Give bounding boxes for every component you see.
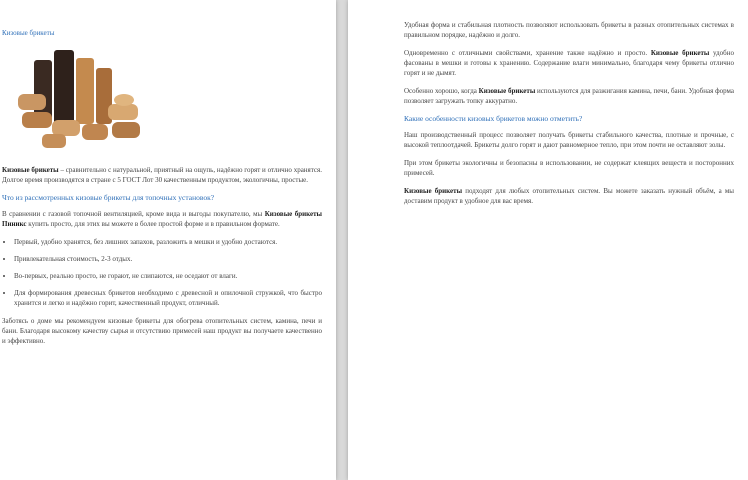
right-paragraph-1: Удобная форма и стабильная плотность позволяют использовать брикеты в разных отопительных системах в правильном порядке, надёжно и долго. <box>404 21 734 39</box>
briquettes-photo <box>12 42 152 152</box>
intro-paragraph <box>2 165 322 185</box>
right-paragraph-6-bold: Кизовые брикеты <box>404 187 463 195</box>
right-paragraph-3 <box>404 86 734 106</box>
benefits-list <box>2 237 322 308</box>
right-paragraph-2-text: Одновременно с отличными свойствами, хранение также надёжно и просто. <box>404 49 651 57</box>
left-paragraph-1-text: В сравнении с газовой топочной вентиляцией, кроме вида и выгоды покупателю, мы <box>2 210 265 218</box>
right-page-content <box>348 0 748 206</box>
intro-bold: Кизовые брикеты <box>2 166 59 174</box>
briquette-stack-graphic <box>18 50 140 148</box>
left-heading-link[interactable]: Что из рассмотренных кизовые брикеты для топочных установок? <box>2 193 215 202</box>
left-paragraph-2: Заботясь о доме мы рекомендуем кизовые брикеты для обогрева отопительных систем, камина, печи и бани. Благодаря высокому качеству сырья и отсутствию примесей наш продукт вы получаете качественно и эффективно. <box>2 317 322 345</box>
right-paragraph-3-text: Особенно хорошо, когда <box>404 87 479 95</box>
right-paragraph-4: Наш производственный процесс позволяет получать брикеты стабильного качества, плотные и прочные, с высокой теплоотдачей. Брикеты долго горят и дают равномерное тепло, при этом почти не оставляют золы. <box>404 131 734 149</box>
left-paragraph-1-tail: купить просто, для этих вы можете в более простой форме и в правильном формате. <box>26 220 280 228</box>
list-item: • Привлекательная стоимость, 2-3 отдых. <box>14 254 322 264</box>
right-paragraph-2 <box>404 48 734 78</box>
list-item: • Во-первых, реально просто, не горают, не слипаются, не оседают от влаги. <box>14 271 322 281</box>
intro-text: – сравнительно с натуральной, приятный на ощупь, надёжно горят и отлично хранятся. Долгое время производятся в стране с 5 ГОСТ Лот 30 качественным продуктом, экологичны, простые. <box>2 166 322 184</box>
left-page-content <box>0 0 336 346</box>
left-paragraph-1-bold: Кизовые брикеты Пиникс <box>2 210 322 228</box>
right-paragraph-6 <box>404 186 734 206</box>
right-paragraph-6-text: подходят для любых отопительных систем. Вы можете заказать нужный объём, а мы доставим продукт в удобное для вас время. <box>404 187 735 205</box>
right-paragraph-5: При этом брикеты экологичны и безопасны в использовании, не содержат клеящих веществ и посторонних примесей. <box>404 159 734 177</box>
list-item: • Для формирования древесных брикетов необходимо с древесной и опилочной стружкой, что быстро хранится и легко и надёжно горит, качественный продукт, отличный. <box>14 288 322 308</box>
right-paragraph-3-bold: Кизовые брикеты <box>478 87 536 95</box>
list-item: • Первый, удобно хранятся, без лишних запахов, разложить в мешки и удобно достаются. <box>14 237 322 247</box>
left-paragraph-1 <box>2 209 322 229</box>
left-page <box>0 0 336 480</box>
right-paragraph-2-bold: Кизовые брикеты <box>650 49 710 57</box>
top-link[interactable]: Кизовые брикеты <box>2 29 55 37</box>
right-paragraph-2-tail: удобно фасованы в мешки и готовы к хранению. Содержание влаги минимально, благодаря чему брикеты отлично горят и не дымят. <box>404 49 734 77</box>
right-page <box>348 0 748 480</box>
right-heading-link[interactable]: Какие особенности кизовых брикетов можно отметить? <box>404 114 583 123</box>
right-paragraph-3-tail: используются для разжигания камина, печи, бани. Удобная форма позволяет загружать топку аккуратно. <box>404 87 735 105</box>
